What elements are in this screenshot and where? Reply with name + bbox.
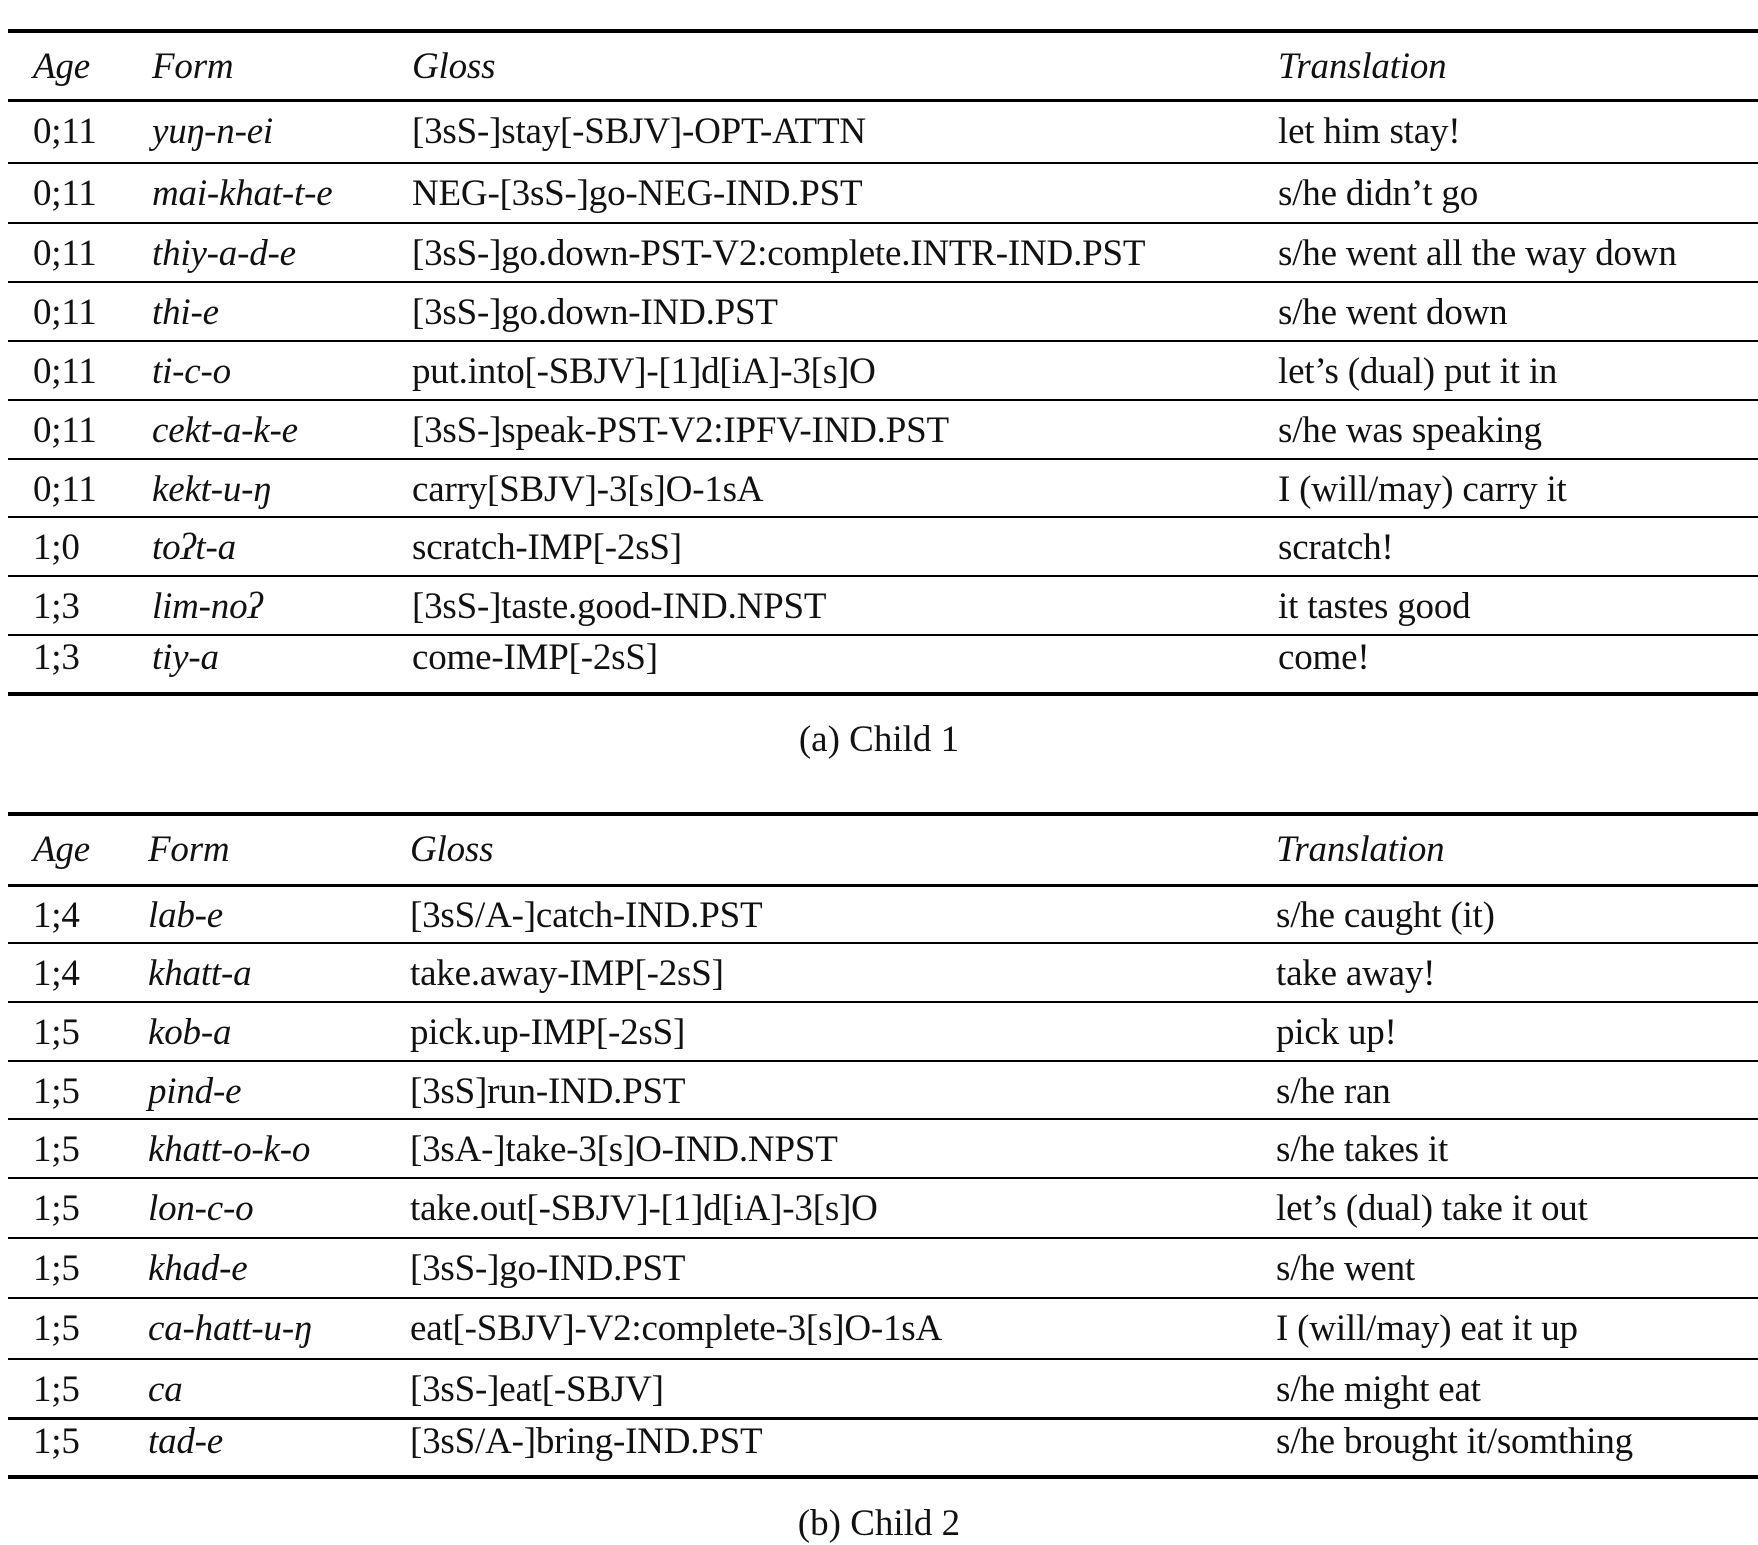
gloss-cell: [3sS-]taste.good-IND.NPST — [412, 586, 827, 627]
form-cell: kekt-u-ŋ — [152, 469, 271, 510]
gloss-cell: [3sS/A-]bring-IND.PST — [410, 1420, 763, 1462]
gloss-cell: [3sA-]take-3[s]O-IND.NPST — [410, 1129, 838, 1170]
form-cell: khad-e — [148, 1248, 248, 1289]
table-row — [8, 1360, 1758, 1419]
age-cell: 1;5 — [33, 1012, 80, 1053]
age-cell: 0;11 — [33, 351, 97, 392]
bottom-rule — [8, 692, 1758, 696]
table-row — [8, 1299, 1758, 1358]
age-cell: 0;11 — [33, 173, 97, 214]
translation-cell: I (will/may) carry it — [1278, 469, 1567, 510]
table-row — [8, 283, 1758, 342]
translation-cell: take away! — [1276, 953, 1436, 994]
translation-cell: s/he might eat — [1276, 1369, 1481, 1410]
age-cell: 0;11 — [33, 233, 97, 274]
table-row — [8, 1418, 1758, 1464]
form-cell: ca — [148, 1369, 183, 1410]
form-cell: ti-c-o — [152, 351, 231, 392]
translation-cell: pick up! — [1276, 1012, 1397, 1053]
bottom-rule — [8, 1475, 1758, 1479]
header-row — [8, 816, 1758, 882]
translation-cell: s/he caught (it) — [1276, 895, 1495, 936]
table-row — [8, 1120, 1758, 1179]
age-cell: 1;5 — [33, 1248, 80, 1289]
age-cell: 0;11 — [33, 292, 97, 333]
table-row — [8, 634, 1758, 680]
gloss-cell: [3sS-]go-IND.PST — [410, 1248, 686, 1289]
gloss-cell: pick.up-IMP[-2sS] — [410, 1012, 686, 1053]
form-cell: lim-noʔ — [152, 586, 263, 627]
age-cell: 1;4 — [33, 953, 80, 994]
table-row — [8, 1062, 1758, 1121]
table-row — [8, 401, 1758, 460]
gloss-cell: [3sS-]eat[-SBJV] — [410, 1369, 664, 1410]
translation-cell: come! — [1278, 636, 1370, 678]
column-header-gloss: Gloss — [412, 45, 496, 87]
column-header-form: Form — [152, 45, 234, 87]
translation-cell: s/he went down — [1278, 292, 1508, 333]
column-header-translation: Translation — [1278, 45, 1447, 87]
age-cell: 1;5 — [33, 1188, 80, 1229]
table-row — [8, 518, 1758, 577]
table-row — [8, 460, 1758, 519]
gloss-cell: take.away-IMP[-2sS] — [410, 953, 724, 994]
form-cell: lab-e — [148, 895, 224, 936]
gloss-cell: carry[SBJV]-3[s]O-1sA — [412, 469, 764, 510]
translation-cell: let’s (dual) put it in — [1278, 351, 1558, 392]
gloss-cell: [3sS/A-]catch-IND.PST — [410, 895, 763, 936]
column-header-form: Form — [148, 828, 230, 870]
gloss-cell: [3sS]run-IND.PST — [410, 1071, 686, 1112]
translation-cell: let him stay! — [1278, 111, 1461, 152]
age-cell: 1;3 — [33, 636, 80, 678]
gloss-cell: [3sS-]go.down-PST-V2:complete.INTR-IND.PST — [412, 233, 1146, 274]
form-cell: thi-e — [152, 292, 219, 333]
gloss-cell: [3sS-]stay[-SBJV]-OPT-ATTN — [412, 111, 866, 152]
table-row — [8, 102, 1758, 161]
translation-cell: s/he didn’t go — [1278, 173, 1479, 214]
table-row — [8, 886, 1758, 945]
table-row — [8, 164, 1758, 223]
age-cell: 0;11 — [33, 111, 97, 152]
gloss-cell: [3sS-]speak-PST-V2:IPFV-IND.PST — [412, 410, 949, 451]
form-cell: thiy-a-d-e — [152, 233, 296, 274]
column-header-age: Age — [33, 828, 90, 870]
gloss-cell: take.out[-SBJV]-[1]d[iA]-3[s]O — [410, 1188, 878, 1229]
form-cell: lon-c-o — [148, 1188, 254, 1229]
subtable-child-1 — [8, 0, 1758, 700]
translation-cell: s/he went all the way down — [1278, 233, 1677, 274]
table-row — [8, 342, 1758, 401]
form-cell: cekt-a-k-e — [152, 410, 298, 451]
translation-cell: s/he brought it/somthing — [1276, 1420, 1633, 1462]
form-cell: toʔt-a — [152, 527, 236, 568]
age-cell: 1;5 — [33, 1420, 80, 1462]
age-cell: 0;11 — [33, 469, 97, 510]
column-header-age: Age — [33, 45, 90, 87]
age-cell: 1;5 — [33, 1308, 80, 1349]
column-header-translation: Translation — [1276, 828, 1445, 870]
age-cell: 1;4 — [33, 895, 80, 936]
table-row — [8, 944, 1758, 1003]
form-cell: tiy-a — [152, 636, 219, 678]
age-cell: 1;0 — [33, 527, 80, 568]
form-cell: pind-e — [148, 1071, 242, 1112]
header-row — [8, 33, 1758, 99]
translation-cell: s/he was speaking — [1278, 410, 1542, 451]
form-cell: ca-hatt-u-ŋ — [148, 1308, 312, 1349]
table-caption: (a) Child 1 — [798, 719, 960, 760]
form-cell: mai-khat-t-e — [152, 173, 333, 214]
translation-cell: I (will/may) eat it up — [1276, 1308, 1578, 1349]
subtable-child-2 — [8, 782, 1758, 1482]
gloss-cell: [3sS-]go.down-IND.PST — [412, 292, 778, 333]
translation-cell: s/he ran — [1276, 1071, 1391, 1112]
age-cell: 1;5 — [33, 1071, 80, 1112]
form-cell: yuŋ-n-ei — [152, 111, 273, 152]
table-row — [8, 577, 1758, 636]
age-cell: 1;5 — [33, 1129, 80, 1170]
column-header-gloss: Gloss — [410, 828, 494, 870]
translation-cell: s/he takes it — [1276, 1129, 1449, 1170]
gloss-cell: put.into[-SBJV]-[1]d[iA]-3[s]O — [412, 351, 876, 392]
translation-cell: scratch! — [1278, 527, 1394, 568]
translation-cell: let’s (dual) take it out — [1276, 1188, 1588, 1229]
age-cell: 0;11 — [33, 410, 97, 451]
form-cell: tad-e — [148, 1420, 224, 1462]
translation-cell: it tastes good — [1278, 586, 1471, 627]
table-row — [8, 1239, 1758, 1298]
age-cell: 1;5 — [33, 1369, 80, 1410]
gloss-cell: eat[-SBJV]-V2:complete-3[s]O-1sA — [410, 1308, 943, 1349]
table-row — [8, 1003, 1758, 1062]
form-cell: khatt-o-k-o — [148, 1129, 311, 1170]
gloss-cell: scratch-IMP[-2sS] — [412, 527, 682, 568]
translation-cell: s/he went — [1276, 1248, 1415, 1289]
table-caption: (b) Child 2 — [797, 1503, 961, 1544]
table-row — [8, 1179, 1758, 1238]
gloss-cell: come-IMP[-2sS] — [412, 636, 658, 678]
table-row — [8, 224, 1758, 283]
form-cell: kob-a — [148, 1012, 232, 1053]
form-cell: khatt-a — [148, 953, 252, 994]
gloss-cell: NEG-[3sS-]go-NEG-IND.PST — [412, 173, 863, 214]
age-cell: 1;3 — [33, 586, 80, 627]
